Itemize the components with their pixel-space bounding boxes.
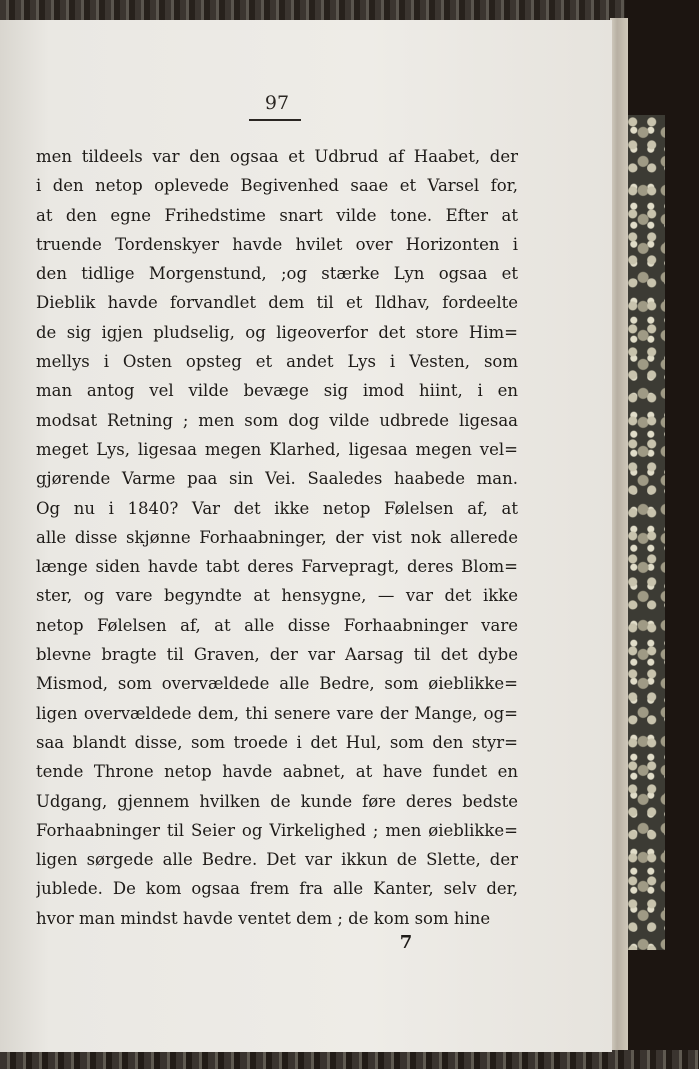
text-line: ster, og vare begyndte at hensygne, — var det ikke (36, 586, 518, 606)
text-line: længe siden havde tabt deres Farvepragt, deres Blom= (36, 557, 518, 577)
text-line: jublede. De kom ogsaa frem fra alle Kanter, selv der, (36, 879, 518, 899)
page-stack-edge (610, 18, 628, 1053)
text-line: gjørende Varme paa sin Vei. Saaledes haabede man. (36, 469, 518, 489)
text-line: Mismod, som overvældede alle Bedre, som øieblikke= (36, 674, 518, 694)
text-line: hvor man mindst havde ventet dem ; de kom som hine (36, 908, 491, 928)
marbled-cover-edge (627, 115, 665, 950)
text-line: at den egne Frihedstime snart vilde tone. Efter at (36, 205, 518, 225)
text-line: blevne bragte til Graven, der var Aarsag til det dybe (36, 645, 518, 665)
text-line: i den netop oplevede Begivenhed saae et Varsel for, (36, 176, 518, 196)
text-line: netop Følelsen af, at alle disse Forhaabninger vare (36, 615, 518, 635)
text-line: tende Throne netop havde aabnet, at have fundet en (36, 762, 518, 782)
page-number: 97 (264, 92, 290, 114)
text-line: de sig igjen pludselig, og ligeoverfor det store Him= (36, 322, 518, 342)
book-top-edge (0, 0, 699, 22)
text-line: mellys i Osten opsteg et andet Lys i Vesten, som (36, 352, 518, 372)
text-line: saa blandt disse, som troede i det Hul, som den styr= (36, 732, 518, 752)
text-line: den tidlige Morgenstund, ;og stærke Lyn ogsaa et (36, 264, 518, 284)
signature-mark: 7 (399, 932, 413, 953)
text-line: alle disse skjønne Forhaabninger, der vist nok allerede (36, 527, 518, 547)
text-line: Dieblik havde forvandlet dem til et Ildhav, fordeelte (36, 293, 518, 313)
text-line: men tildeels var den ogsaa et Udbrud af Haabet, der (36, 147, 518, 166)
book-bottom-edge (0, 1050, 699, 1069)
text-line: Forhaabninger til Seier og Virkelighed ; men øieblikke= (36, 820, 518, 840)
body-text (36, 142, 518, 933)
text-line: ligen overvældede dem, thi senere vare der Mange, og= (36, 703, 518, 723)
text-line: man antog vel vilde bevæge sig imod hiint, i en (36, 381, 518, 401)
text-line: ligen sørgede alle Bedre. Det var ikkun de Slette, der (36, 850, 518, 870)
text-line: meget Lys, ligesaa megen Klarhed, ligesaa megen vel= (36, 439, 518, 459)
page-number-rule (249, 119, 301, 121)
text-line: modsat Retning ; men som dog vilde udbrede ligesaa (36, 410, 518, 430)
text-line: Og nu i 1840? Var det ikke netop Følelsen af, at (36, 498, 518, 518)
text-line: truende Tordenskyer havde hvilet over Horizonten i (36, 234, 518, 254)
text-line: Udgang, gjennem hvilken de kunde føre deres bedste (36, 791, 518, 811)
